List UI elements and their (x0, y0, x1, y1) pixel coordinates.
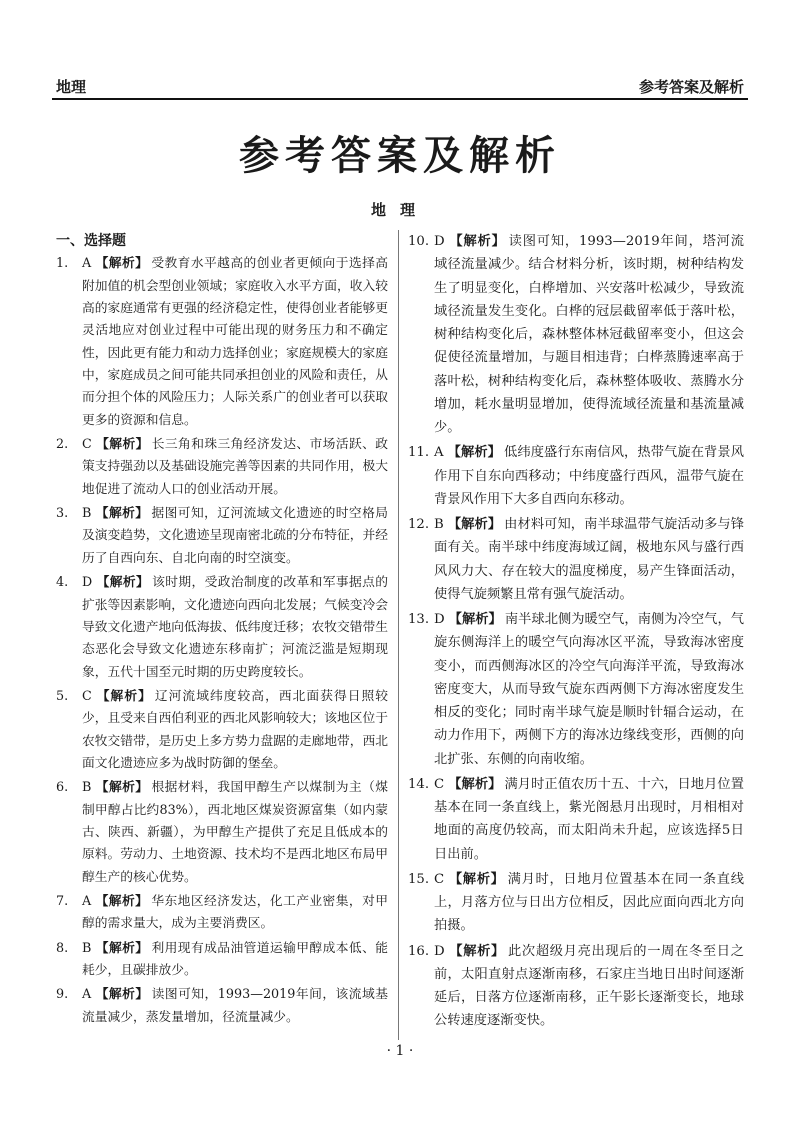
item-number: 3. (56, 506, 69, 522)
left-column (56, 230, 388, 1031)
answer-letter: C (82, 437, 92, 453)
analysis-tag: 【解析】 (95, 987, 149, 1003)
answer-item (408, 868, 744, 938)
item-body (434, 940, 744, 1033)
answer-item (408, 773, 744, 866)
item-number: 8. (56, 940, 69, 956)
answer-letter: D (434, 234, 445, 249)
analysis-text: 辽河流域纬度较高，西北面获得日照较少，且受来自西伯利亚的西北风影响较大；该地区位于农牧交错带，是历史上多方势力盘踞的走廊地带，西北面文化遗迹应多为战时防御的堡垒。 (82, 688, 389, 771)
answer-item (408, 513, 744, 606)
answer-letter: B (82, 506, 92, 522)
item-body (434, 441, 744, 511)
analysis-text: 此次超级月亮出现后的一周在冬至日之前，太阳直射点逐渐南移，石家庄当地日出时间逐渐延后，日落方位逐渐南移，正午影长逐渐变长，地球公转速度逐渐变快。 (434, 943, 744, 1029)
analysis-text: 读图可知，1993—2019年间，该流域基流量减少，蒸发量增加，径流量减少。 (82, 987, 388, 1025)
item-body (434, 513, 744, 606)
analysis-tag: 【解析】 (95, 688, 152, 704)
answer-letter: D (434, 612, 445, 627)
answer-letter: B (434, 517, 444, 532)
item-number: 2. (56, 437, 69, 453)
analysis-text: 读图可知，1993—2019年间，塔河流域径流量减少。结合材料分析，该时期，树种结构发生了明显变化，白桦增加、兴安落叶松减少，导致流域径流量发生变化。白桦的冠层截留率低于落叶松，树种结构变化后，森林整体林冠截留率变小，但这会促使径流量增加，与题目相违背；白桦蒸腾速率高于落叶松，树种结构变化后，森林整体吸收、蒸腾水分增加，耗水量明显增加，使得流域径流量和基流量减少。 (434, 234, 744, 435)
item-body (82, 777, 388, 889)
analysis-text: 南半球北侧为暖空气，南侧为冷空气，气旋东侧海洋上的暖空气向海冰区平流，导致海冰密度变小，而西侧海冰区的冷空气向海洋平流，导致海冰密度变大，从而导致气旋东西两侧下方海冰密度发生相反的变化；同时南半球气旋是顺时针辐合运动，在动力作用下，两侧下方的海冰边缘线变形，西侧的向北扩张、东侧的向南收缩。 (434, 612, 744, 767)
item-body (82, 984, 388, 1029)
item-number: 7. (56, 893, 69, 909)
answer-letter: C (434, 871, 445, 887)
analysis-text: 利用现有成品油管道运输甲醇成本低、能耗少，且碳排放少。 (82, 940, 389, 978)
answer-item (56, 503, 388, 570)
analysis-tag: 【解析】 (448, 943, 505, 959)
column-divider (398, 230, 399, 1040)
item-body (82, 572, 388, 684)
item-number: 5. (56, 688, 69, 704)
answer-item (56, 777, 388, 889)
header-title: 参考答案及解析 (638, 78, 744, 96)
analysis-tag: 【解析】 (447, 445, 502, 461)
analysis-text: 满月时正值农历十五、十六，日地月位置基本在同一条直线上，紫光阁悬月出现时，月相相对地面的高度仍较高，而太阳尚未升起，应该选择5日日出前。 (434, 776, 744, 862)
main-title: 参考答案及解析 (239, 133, 561, 179)
answer-item (56, 686, 388, 775)
analysis-text: 由材料可知，南半球温带气旋活动多与锋面有关。南半球中纬度海域辽阔，极地东风与盛行西风风力大、存在较大的温度梯度，易产生锋面活动，使得气旋频繁且常有强气旋活动。 (434, 517, 744, 602)
analysis-tag: 【解析】 (95, 893, 149, 909)
item-body (82, 253, 388, 432)
analysis-tag: 【解析】 (448, 612, 502, 627)
answer-letter: A (82, 893, 92, 909)
analysis-tag: 【解析】 (447, 517, 502, 532)
item-body (82, 938, 388, 983)
item-body (434, 608, 744, 771)
answer-item (408, 441, 744, 511)
answer-item (56, 938, 388, 983)
analysis-text: 受教育水平越高的创业者更倾向于选择高附加值的机会型创业领域；家庭收入水平方面，收入较高的家庭通常有更强的经济稳定性，使得创业者能够更灵活地应对创业过程中可能出现的财务压力和不确定性，因此更有能力和动力选择创业；家庭规模大的家庭中，家庭成员之间可能共同承担创业的风险和责任，从而分担个体的风险压力；人际关系广的创业者可以获取更多的资源和信息。 (82, 256, 388, 428)
analysis-tag: 【解析】 (448, 234, 506, 249)
analysis-text: 该时期，受政治制度的改革和军事据点的扩张等因素影响，文化遗迹向西向北发展；气候变冷会导致文化遗产地向低海拔、低纬度迁移；农牧交错带生态恶化会导致文化遗迹东移南扩；河流泛滥是短期现象，五代十国至元时期的历史跨度较长。 (82, 575, 389, 680)
analysis-tag: 【解析】 (96, 575, 150, 591)
item-number: 16. (408, 943, 430, 959)
answer-item (56, 253, 388, 432)
item-number: 11. (408, 445, 430, 461)
answer-letter: B (82, 940, 92, 956)
section-title: 一、选择题 (56, 233, 126, 249)
analysis-text: 华东地区经济发达，化工产业密集，对甲醇的需求量大，成为主要消费区。 (82, 893, 388, 932)
item-body (82, 686, 388, 775)
analysis-tag: 【解析】 (448, 871, 505, 887)
analysis-tag: 【解析】 (448, 776, 502, 792)
answer-item (408, 940, 744, 1033)
answer-letter: A (434, 445, 444, 461)
item-number: 14. (408, 776, 430, 792)
analysis-text: 低纬度盛行东南信风，热带气旋在背景风作用下自东向西移动；中纬度盛行西风，温带气旋在背景风作用下大多自西向东移动。 (434, 445, 744, 507)
answer-letter: D (82, 575, 93, 591)
answer-item (56, 572, 388, 684)
item-body (434, 868, 744, 938)
analysis-text: 长三角和珠三角经济发达、市场活跃、政策支持强劲以及基础设施完善等因素的共同作用，极大地促进了流动人口的创业活动开展。 (82, 437, 389, 497)
page-header (52, 76, 748, 98)
answer-letter: B (82, 780, 92, 796)
item-number: 13. (408, 612, 430, 627)
answer-letter: C (82, 688, 92, 704)
analysis-text: 据图可知，辽河流域文化遗迹的时空格局及演变趋势，文化遗迹呈现南密北疏的分布特征，并经历了自西向东、自北向南的时空演变。 (82, 506, 389, 566)
item-body (434, 773, 744, 866)
answer-letter: D (434, 943, 445, 959)
analysis-text: 根据材料，我国甲醇生产以煤制为主（煤制甲醇占比约83%），西北地区煤炭资源富集（如内蒙古、陕西、新疆），为甲醇生产提供了充足且低成本的原料。劳动力、土地资源、技术均不是西北地区布局甲醇生产的核心优势。 (82, 780, 389, 885)
right-column (408, 230, 744, 1035)
analysis-text: 满月时，日地月位置基本在同一条直线上，月落方位与日出方位相反，因此应面向西北方向拍摄。 (434, 871, 744, 934)
answer-letter: A (82, 256, 92, 272)
item-number: 4. (56, 575, 69, 591)
answer-item (408, 608, 744, 771)
analysis-tag: 【解析】 (95, 256, 149, 272)
item-number: 1. (56, 256, 69, 272)
item-number: 9. (56, 987, 69, 1003)
answer-letter: A (82, 987, 92, 1003)
item-number: 15. (408, 871, 430, 887)
answer-letter: C (434, 776, 445, 792)
item-body (434, 230, 744, 439)
analysis-tag: 【解析】 (95, 940, 149, 956)
item-number: 10. (408, 234, 430, 249)
analysis-tag: 【解析】 (95, 437, 149, 453)
answer-item (56, 434, 388, 501)
answer-item (56, 891, 388, 936)
item-number: 12. (408, 517, 430, 532)
analysis-tag: 【解析】 (95, 780, 149, 796)
answer-item (56, 984, 388, 1029)
subject-heading: 地理 (370, 201, 429, 219)
answer-item (408, 230, 744, 439)
page-number: · 1 · (386, 1043, 414, 1059)
item-body (82, 434, 388, 501)
header-rule (52, 98, 748, 100)
item-number: 6. (56, 780, 69, 796)
header-subject: 地理 (56, 78, 87, 96)
item-body (82, 503, 388, 570)
item-body (82, 891, 388, 936)
analysis-tag: 【解析】 (95, 506, 149, 522)
